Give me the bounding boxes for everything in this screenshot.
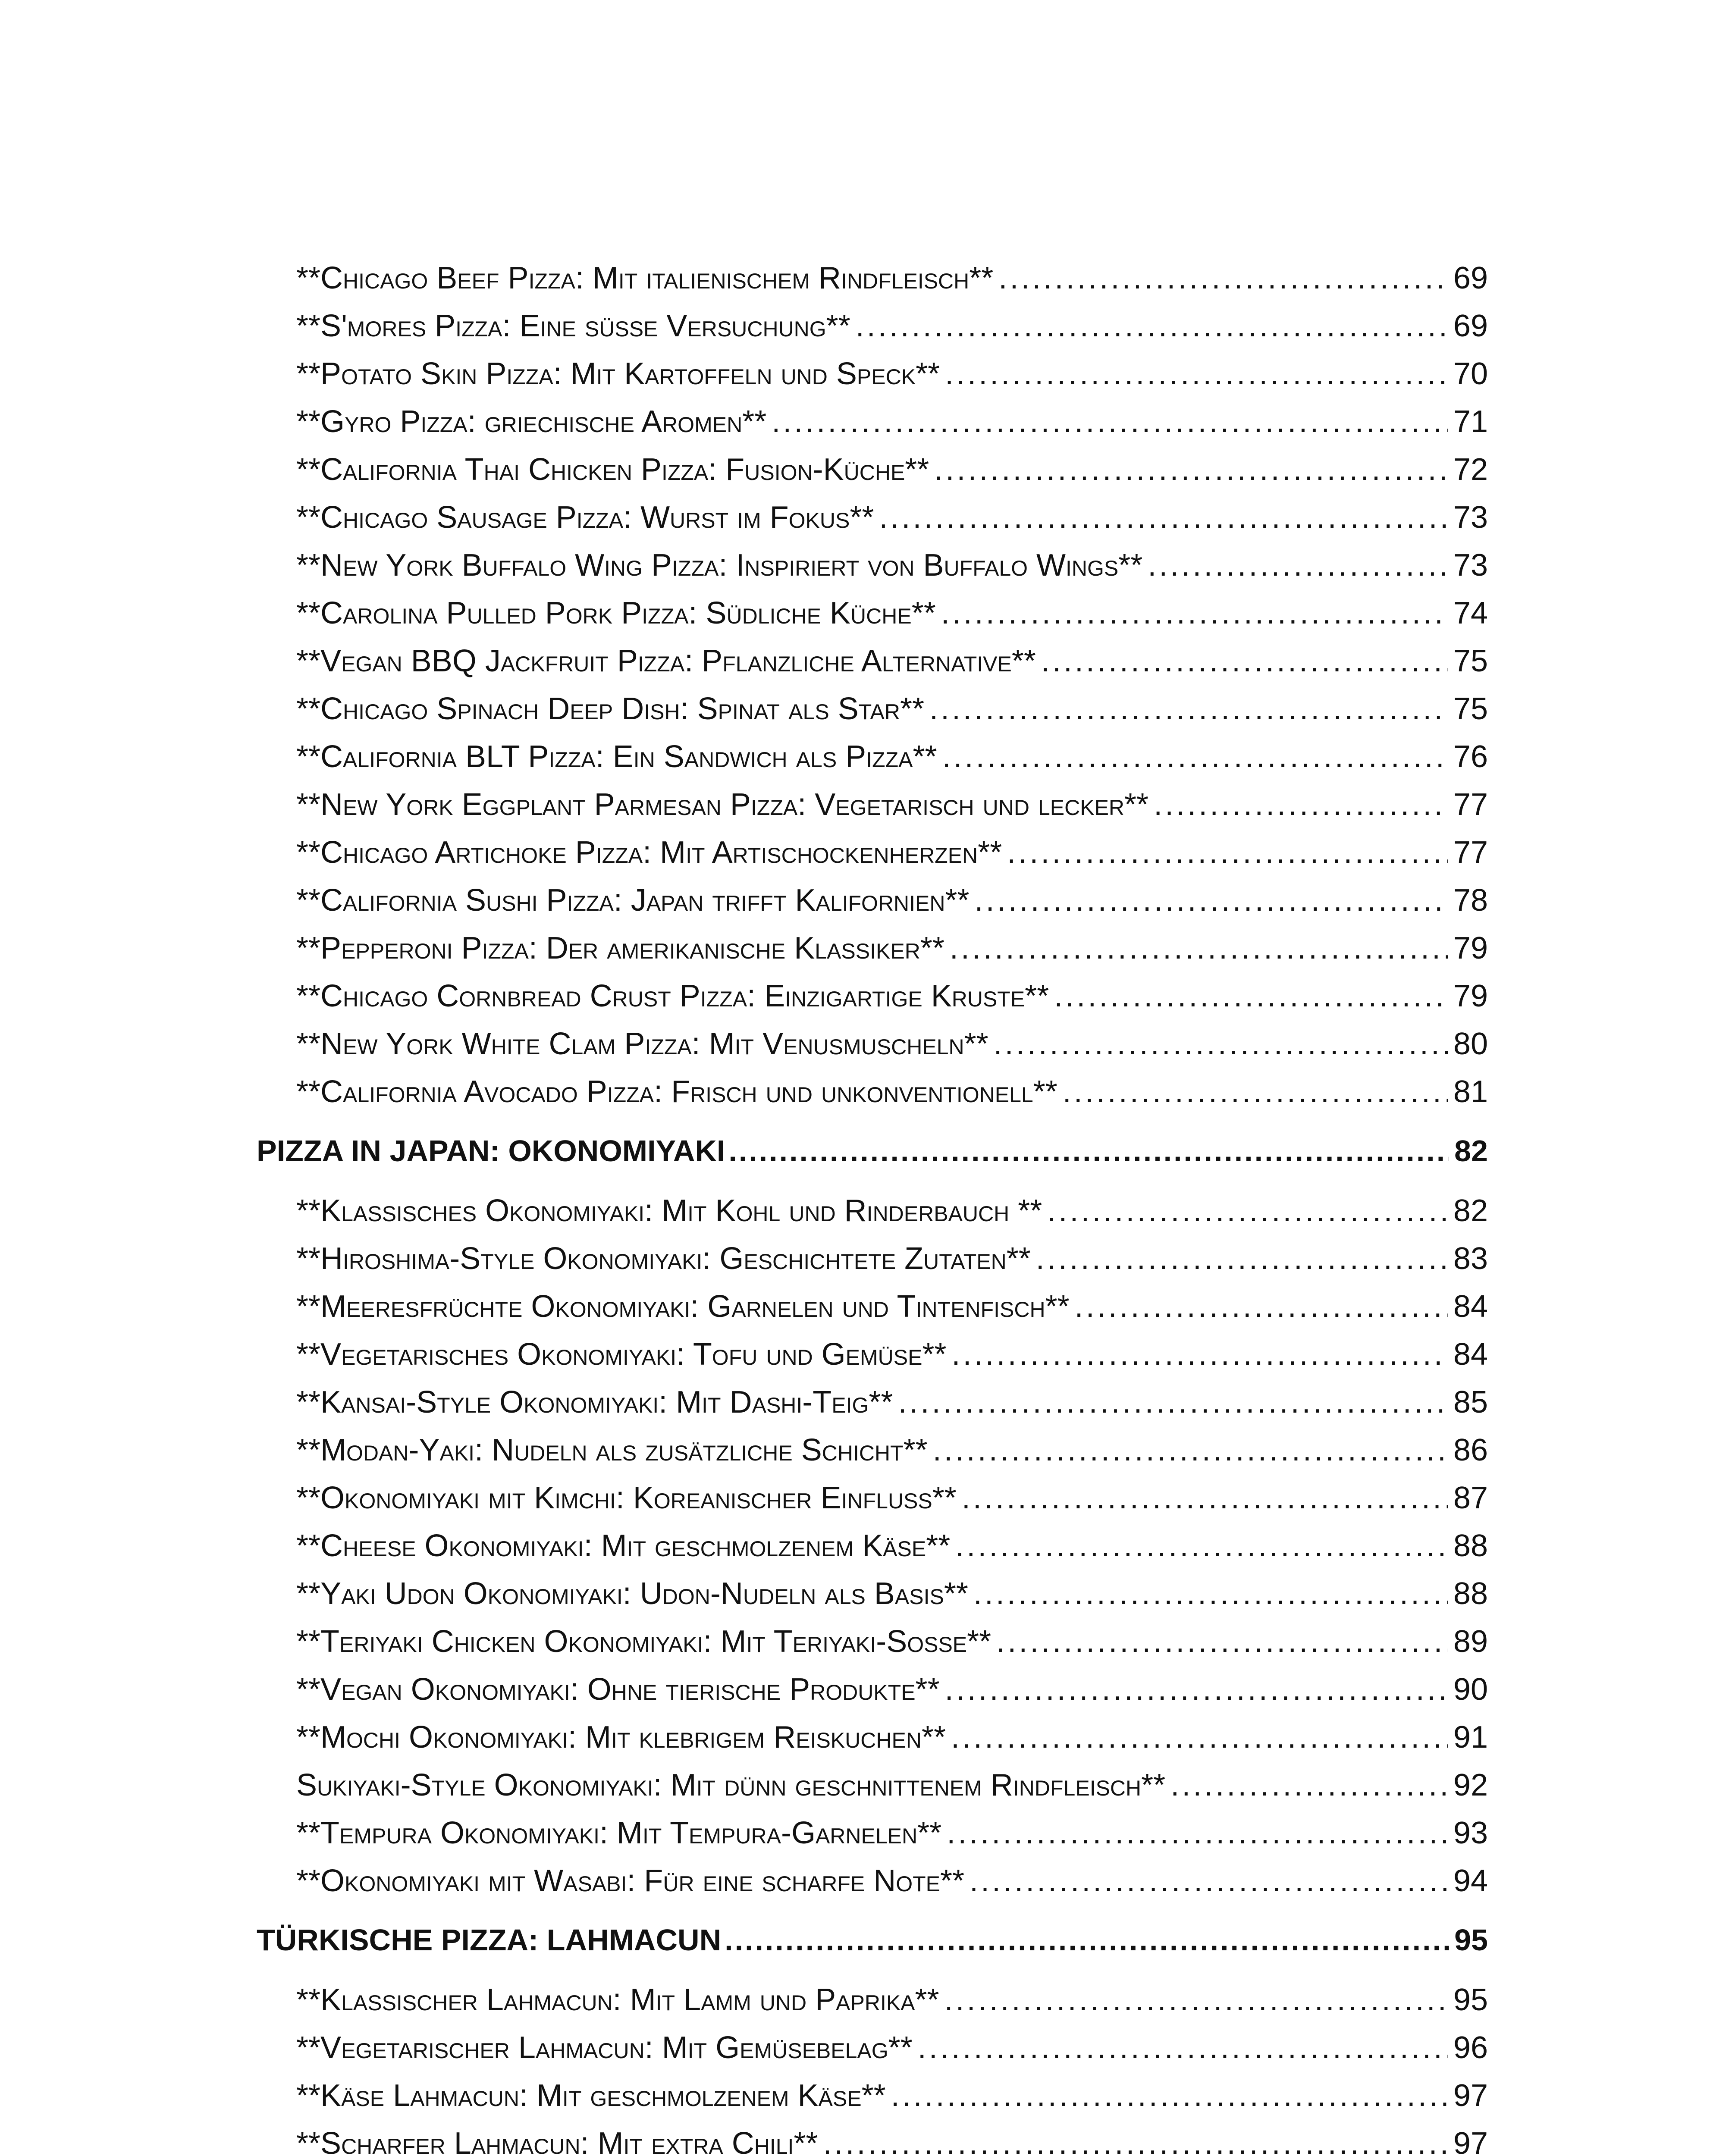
entry-title: **Vegetarisches Okonomiyaki: Tofu und Gemüse** — [296, 1337, 947, 1372]
entry-title: **Chicago Beef Pizza: Mit italienischem Rindfleisch** — [296, 261, 994, 295]
entry-title: **New York Buffalo Wing Pizza: Inspiriert von Buffalo Wings** — [296, 548, 1143, 583]
entry-title: **Pepperoni Pizza: Der amerikanische Klassiker** — [296, 931, 944, 965]
dot-leader — [944, 1976, 1448, 2024]
entry-page-number: 69 — [1453, 309, 1488, 343]
dot-leader — [998, 254, 1448, 302]
dot-leader — [955, 1522, 1448, 1570]
dot-leader — [934, 446, 1448, 494]
entry-page-number: 75 — [1453, 692, 1488, 726]
entry-page-number: 96 — [1453, 2031, 1488, 2065]
entry-page-number: 78 — [1453, 883, 1488, 918]
dot-leader — [947, 1809, 1448, 1857]
entry-page-number: 87 — [1453, 1481, 1488, 1515]
toc-entry[interactable] — [257, 1426, 1488, 1474]
entry-page-number: 86 — [1453, 1433, 1488, 1467]
dot-leader — [1041, 637, 1448, 685]
toc-entry[interactable] — [257, 1714, 1488, 1761]
entry-page-number: 73 — [1453, 500, 1488, 535]
toc-entry[interactable] — [257, 1618, 1488, 1666]
entry-page-number: 75 — [1453, 644, 1488, 678]
entry-page-number: 70 — [1453, 357, 1488, 391]
toc-section-okonomiyaki — [257, 1187, 1488, 1905]
entry-page-number: 97 — [1453, 2126, 1488, 2156]
dot-leader — [728, 1127, 1449, 1175]
toc-entry[interactable] — [257, 1235, 1488, 1283]
entry-title: **Chicago Artichoke Pizza: Mit Artischockenherzen** — [296, 835, 1002, 870]
entry-page-number: 77 — [1453, 835, 1488, 870]
entry-title: **Scharfer Lahmacun: Mit extra Chili** — [296, 2126, 818, 2156]
dot-leader — [941, 589, 1448, 637]
entry-title: **New York Eggplant Parmesan Pizza: Vegetarisch und lecker** — [296, 787, 1149, 822]
dot-leader — [975, 877, 1448, 924]
dot-leader — [1036, 1235, 1448, 1283]
entry-page-number: 81 — [1453, 1075, 1488, 1109]
toc-entry[interactable] — [257, 1522, 1488, 1570]
entry-title: **New York White Clam Pizza: Mit Venusmuscheln** — [296, 1027, 988, 1061]
toc-entry[interactable] — [257, 829, 1488, 877]
dot-leader — [1170, 1761, 1448, 1809]
toc-entry[interactable] — [257, 254, 1488, 302]
entry-title: **Käse Lahmacun: Mit geschmolzenem Käse** — [296, 2078, 886, 2113]
entry-title: **Cheese Okonomiyaki: Mit geschmolzenem Käse** — [296, 1529, 951, 1563]
toc-entry[interactable] — [257, 1570, 1488, 1618]
toc-entry[interactable] — [257, 542, 1488, 589]
dot-leader — [1154, 781, 1448, 829]
toc-entry[interactable] — [257, 1379, 1488, 1426]
dot-leader — [945, 1666, 1448, 1714]
toc-entry[interactable] — [257, 1976, 1488, 2024]
entry-page-number: 85 — [1453, 1385, 1488, 1420]
dot-leader — [898, 1379, 1448, 1426]
toc-entry[interactable] — [257, 1331, 1488, 1379]
entry-title: **California Sushi Pizza: Japan trifft Kalifornien** — [296, 883, 970, 918]
entry-page-number: 97 — [1453, 2078, 1488, 2113]
toc-entry[interactable] — [257, 1809, 1488, 1857]
dot-leader — [1054, 972, 1448, 1020]
entry-page-number: 71 — [1453, 404, 1488, 439]
entry-title: **Yaki Udon Okonomiyaki: Udon-Nudeln als Basis** — [296, 1576, 968, 1611]
dot-leader — [970, 1857, 1448, 1905]
toc-entry[interactable] — [257, 733, 1488, 781]
entry-page-number: 84 — [1453, 1337, 1488, 1372]
toc-entry[interactable] — [257, 398, 1488, 446]
dot-leader — [962, 1474, 1448, 1522]
entry-title: **Modan-Yaki: Nudeln als zusätzliche Schicht** — [296, 1433, 928, 1467]
entry-page-number: 80 — [1453, 1027, 1488, 1061]
dot-leader — [952, 1331, 1448, 1379]
dot-leader — [918, 2024, 1448, 2072]
dot-leader — [945, 350, 1448, 398]
entry-page-number: 84 — [1453, 1289, 1488, 1324]
entry-title: **Okonomiyaki mit Kimchi: Koreanischer Einfluss** — [296, 1481, 957, 1515]
toc-section-lahmacun — [257, 1976, 1488, 2156]
entry-title: **Klassischer Lahmacun: Mit Lamm und Paprika** — [296, 1983, 939, 2017]
toc-entry[interactable] — [257, 350, 1488, 398]
entry-page-number: 91 — [1453, 1720, 1488, 1755]
entry-title: **Carolina Pulled Pork Pizza: Südliche Küche** — [296, 596, 936, 630]
entry-page-number: 88 — [1453, 1529, 1488, 1563]
entry-page-number: 82 — [1453, 1194, 1488, 1228]
table-of-contents — [257, 254, 1488, 2156]
toc-entry[interactable] — [257, 1761, 1488, 1809]
dot-leader — [996, 1618, 1448, 1666]
entry-title: **S'mores Pizza: Eine süße Versuchung** — [296, 309, 850, 343]
dot-leader — [1075, 1283, 1448, 1331]
toc-entry[interactable] — [257, 2024, 1488, 2072]
entry-page-number: 79 — [1453, 931, 1488, 965]
entry-title: **Teriyaki Chicken Okonomiyaki: Mit Teriyaki-Soße** — [296, 1624, 992, 1659]
dot-leader — [1148, 542, 1448, 589]
entry-title: **Chicago Cornbread Crust Pizza: Einzigartige Kruste** — [296, 979, 1049, 1013]
toc-entry[interactable] — [257, 1857, 1488, 1905]
toc-entry[interactable] — [257, 972, 1488, 1020]
entry-page-number: 76 — [1453, 740, 1488, 774]
dot-leader — [891, 2072, 1448, 2120]
entry-title: **Vegan Okonomiyaki: Ohne tierische Produkte** — [296, 1672, 940, 1707]
entry-title: **Kansai-Style Okonomiyaki: Mit Dashi-Teig** — [296, 1385, 893, 1420]
toc-entry[interactable] — [257, 2120, 1488, 2156]
toc-entry[interactable] — [257, 637, 1488, 685]
dot-leader — [823, 2120, 1448, 2156]
dot-leader — [856, 302, 1448, 350]
toc-entry[interactable] — [257, 494, 1488, 542]
entry-page-number: 79 — [1453, 979, 1488, 1013]
dot-leader — [951, 1714, 1448, 1761]
entry-page-number: 83 — [1453, 1241, 1488, 1276]
dot-leader — [725, 1916, 1449, 1964]
toc-entry[interactable] — [257, 589, 1488, 637]
entry-title: **Tempura Okonomiyaki: Mit Tempura-Garnelen** — [296, 1816, 942, 1850]
entry-page-number: 95 — [1453, 1983, 1488, 2017]
toc-entry[interactable] — [257, 1068, 1488, 1116]
entry-title: **California Avocado Pizza: Frisch und unkonventionell** — [296, 1075, 1057, 1109]
toc-entry[interactable] — [257, 877, 1488, 924]
toc-entry[interactable] — [257, 446, 1488, 494]
dot-leader — [879, 494, 1448, 542]
entry-page-number: 88 — [1453, 1576, 1488, 1611]
entry-title: **Gyro Pizza: griechische Aromen** — [296, 404, 767, 439]
toc-entry[interactable] — [257, 1020, 1488, 1068]
toc-entry[interactable] — [257, 1187, 1488, 1235]
toc-entry[interactable] — [257, 924, 1488, 972]
dot-leader — [973, 1570, 1448, 1618]
chapter-title: PIZZA IN JAPAN: OKONOMIYAKI — [257, 1134, 725, 1168]
toc-chapter-okonomiyaki[interactable] — [257, 1127, 1488, 1175]
toc-entry[interactable] — [257, 2072, 1488, 2120]
toc-entry[interactable] — [257, 1283, 1488, 1331]
toc-entry[interactable] — [257, 1666, 1488, 1714]
dot-leader — [929, 685, 1448, 733]
entry-page-number: 93 — [1453, 1816, 1488, 1850]
entry-title: Sukiyaki-Style Okonomiyaki: Mit dünn geschnittenem Rindfleisch** — [296, 1768, 1166, 1802]
toc-chapter-lahmacun[interactable] — [257, 1916, 1488, 1964]
entry-page-number: 94 — [1453, 1864, 1488, 1898]
entry-page-number: 74 — [1453, 596, 1488, 630]
entry-page-number: 72 — [1453, 452, 1488, 487]
toc-entry[interactable] — [257, 685, 1488, 733]
dot-leader — [994, 1020, 1448, 1068]
entry-title: **Meeresfrüchte Okonomiyaki: Garnelen und Tintenfisch** — [296, 1289, 1070, 1324]
entry-page-number: 69 — [1453, 261, 1488, 295]
dot-leader — [1047, 1187, 1448, 1235]
entry-title: **California BLT Pizza: Ein Sandwich als Pizza** — [296, 740, 937, 774]
entry-page-number: 73 — [1453, 548, 1488, 583]
toc-entry[interactable] — [257, 1474, 1488, 1522]
entry-page-number: 77 — [1453, 787, 1488, 822]
dot-leader — [1063, 1068, 1448, 1116]
entry-title: **Potato Skin Pizza: Mit Kartoffeln und Speck** — [296, 357, 940, 391]
entry-page-number: 90 — [1453, 1672, 1488, 1707]
entry-page-number: 92 — [1453, 1768, 1488, 1802]
entry-title: **Vegetarischer Lahmacun: Mit Gemüsebelag** — [296, 2031, 913, 2065]
dot-leader — [942, 733, 1448, 781]
toc-entry[interactable] — [257, 781, 1488, 829]
toc-section-american-pizzas — [257, 254, 1488, 1116]
chapter-title: TÜRKISCHE PIZZA: LAHMACUN — [257, 1923, 722, 1957]
entry-title: **Chicago Spinach Deep Dish: Spinat als Star** — [296, 692, 925, 726]
entry-title: **Okonomiyaki mit Wasabi: Für eine scharfe Note** — [296, 1864, 965, 1898]
toc-entry[interactable] — [257, 302, 1488, 350]
entry-title: **Hiroshima-Style Okonomiyaki: Geschichtete Zutaten** — [296, 1241, 1031, 1276]
entry-title: **Chicago Sausage Pizza: Wurst im Fokus** — [296, 500, 874, 535]
entry-title: **Klassisches Okonomiyaki: Mit Kohl und Rinderbauch ** — [296, 1194, 1042, 1228]
entry-title: **Mochi Okonomiyaki: Mit klebrigem Reiskuchen** — [296, 1720, 946, 1755]
chapter-page-number: 95 — [1454, 1923, 1488, 1957]
entry-page-number: 89 — [1453, 1624, 1488, 1659]
entry-title: **Vegan BBQ Jackfruit Pizza: Pflanzliche Alternative** — [296, 644, 1036, 678]
dot-leader — [772, 398, 1448, 446]
chapter-page-number: 82 — [1454, 1134, 1488, 1168]
dot-leader — [1007, 829, 1448, 877]
dot-leader — [950, 924, 1448, 972]
dot-leader — [933, 1426, 1448, 1474]
entry-title: **California Thai Chicken Pizza: Fusion-Küche** — [296, 452, 929, 487]
